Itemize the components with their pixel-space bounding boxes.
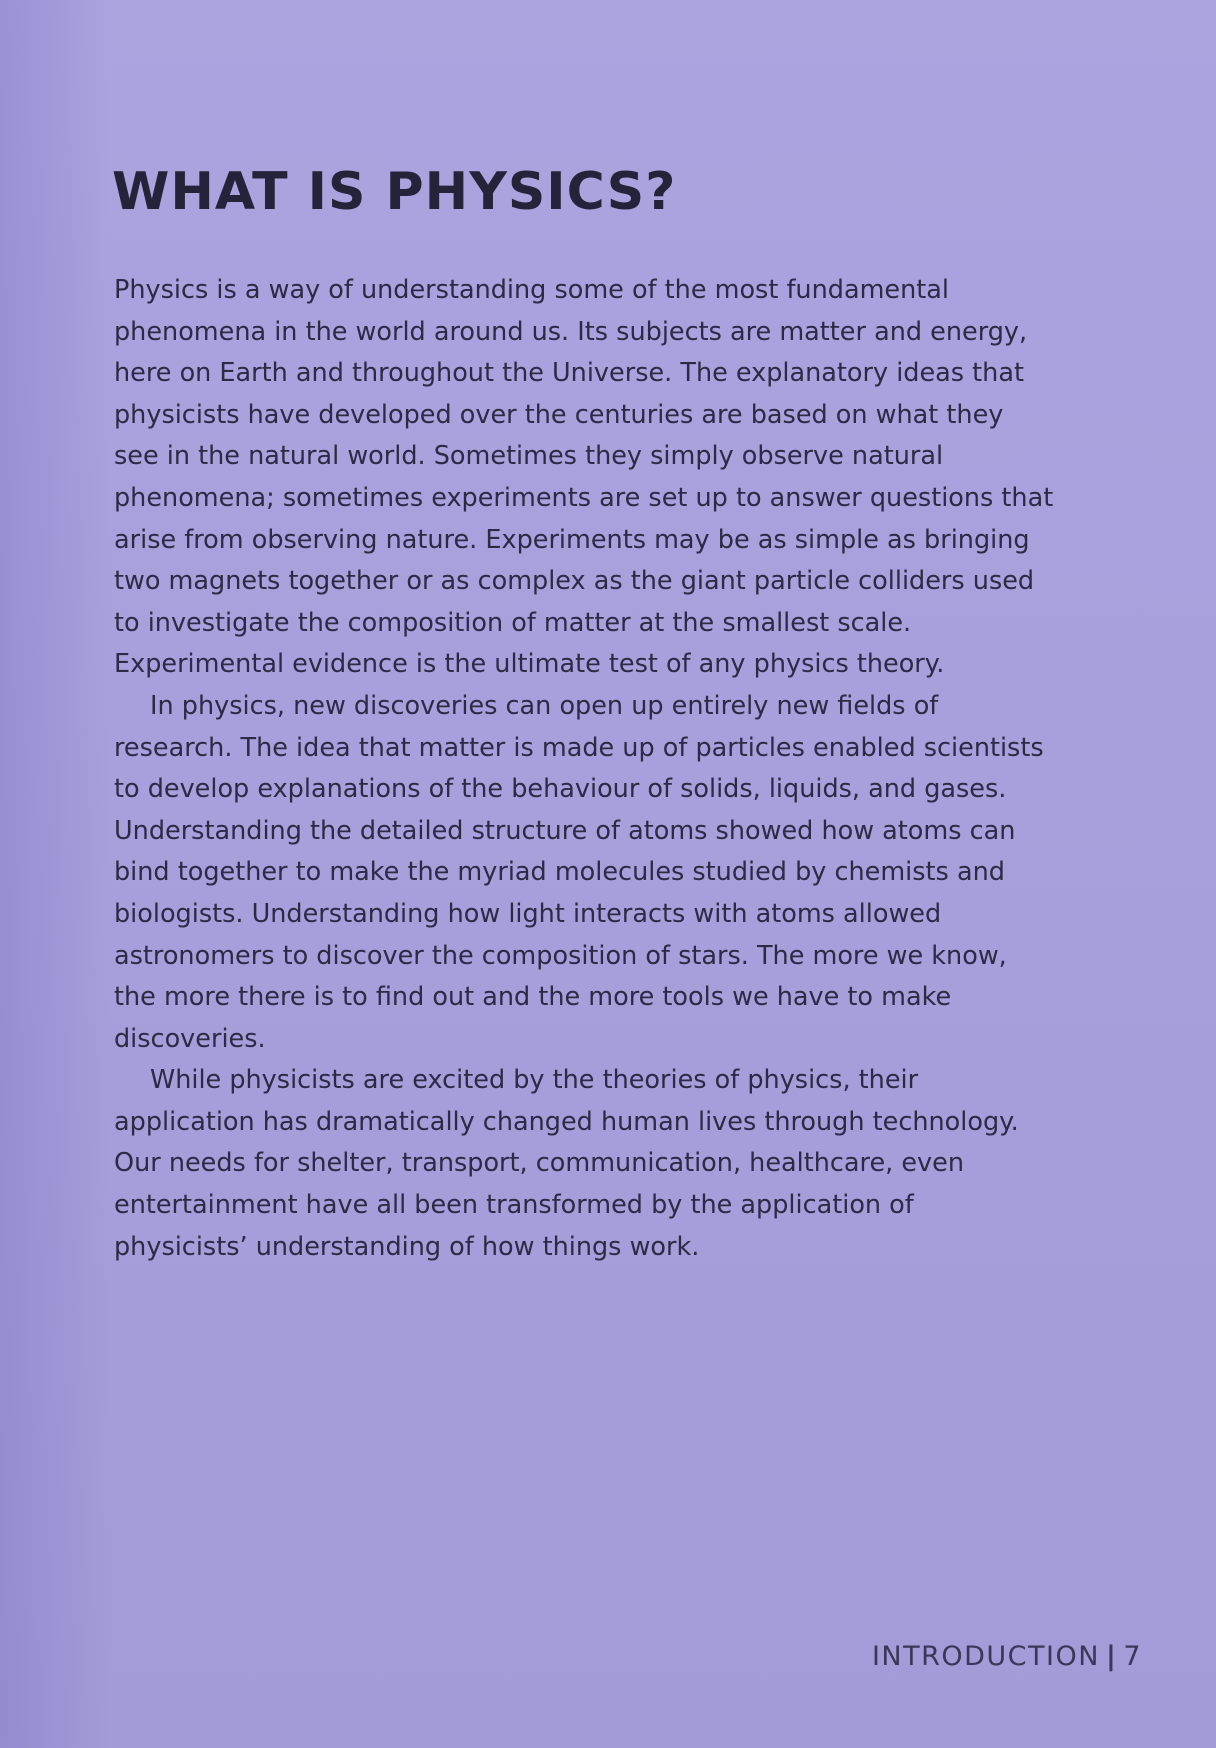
page-number: 7 (1123, 1641, 1142, 1672)
page-footer (872, 1641, 1142, 1672)
footer-separator: | (1105, 1641, 1118, 1672)
paragraph-1: Physics is a way of understanding some of the most fundamental phenomena in the world around us. Its subjects are matter and energy, here on Earth and throughout the Universe. The explanatory ideas that physicists have developed over the centuries are based on what they see in the natural world. Sometimes they simply observe natural phenomena; sometimes experiments are set up to answer questions that arise from observing nature. Experiments may be as simple as bringing two magnets together or as complex as the giant particle colliders used to investigate the composition of matter at the smallest scale. Experimental evidence is the ultimate test of any physics theory. (114, 275, 1054, 680)
section-label: INTRODUCTION (871, 1641, 1100, 1672)
page-heading: WHAT IS PHYSICS? (112, 162, 677, 222)
paragraph-3: While physicists are excited by the theories of physics, their application has dramatically changed human lives through technology. Our needs for shelter, transport, communication, healthcare, even entertainment have all been transformed by the application of physicists’ understanding of how things work. (114, 1065, 1019, 1262)
paragraph-2: In physics, new discoveries can open up entirely new fields of research. The idea that matter is made up of particles enabled scientists to develop explanations of the behaviour of solids, liquids, and gases. Understanding the detailed structure of atoms showed how atoms can bind together to make the myriad molecules studied by chemists and biologists. Understanding how light interacts with atoms allowed astronomers to discover the composition of stars. The more we know, the more there is to find out and the more tools we have to make discoveries. (114, 690, 1044, 1054)
body-text (114, 270, 1054, 1268)
